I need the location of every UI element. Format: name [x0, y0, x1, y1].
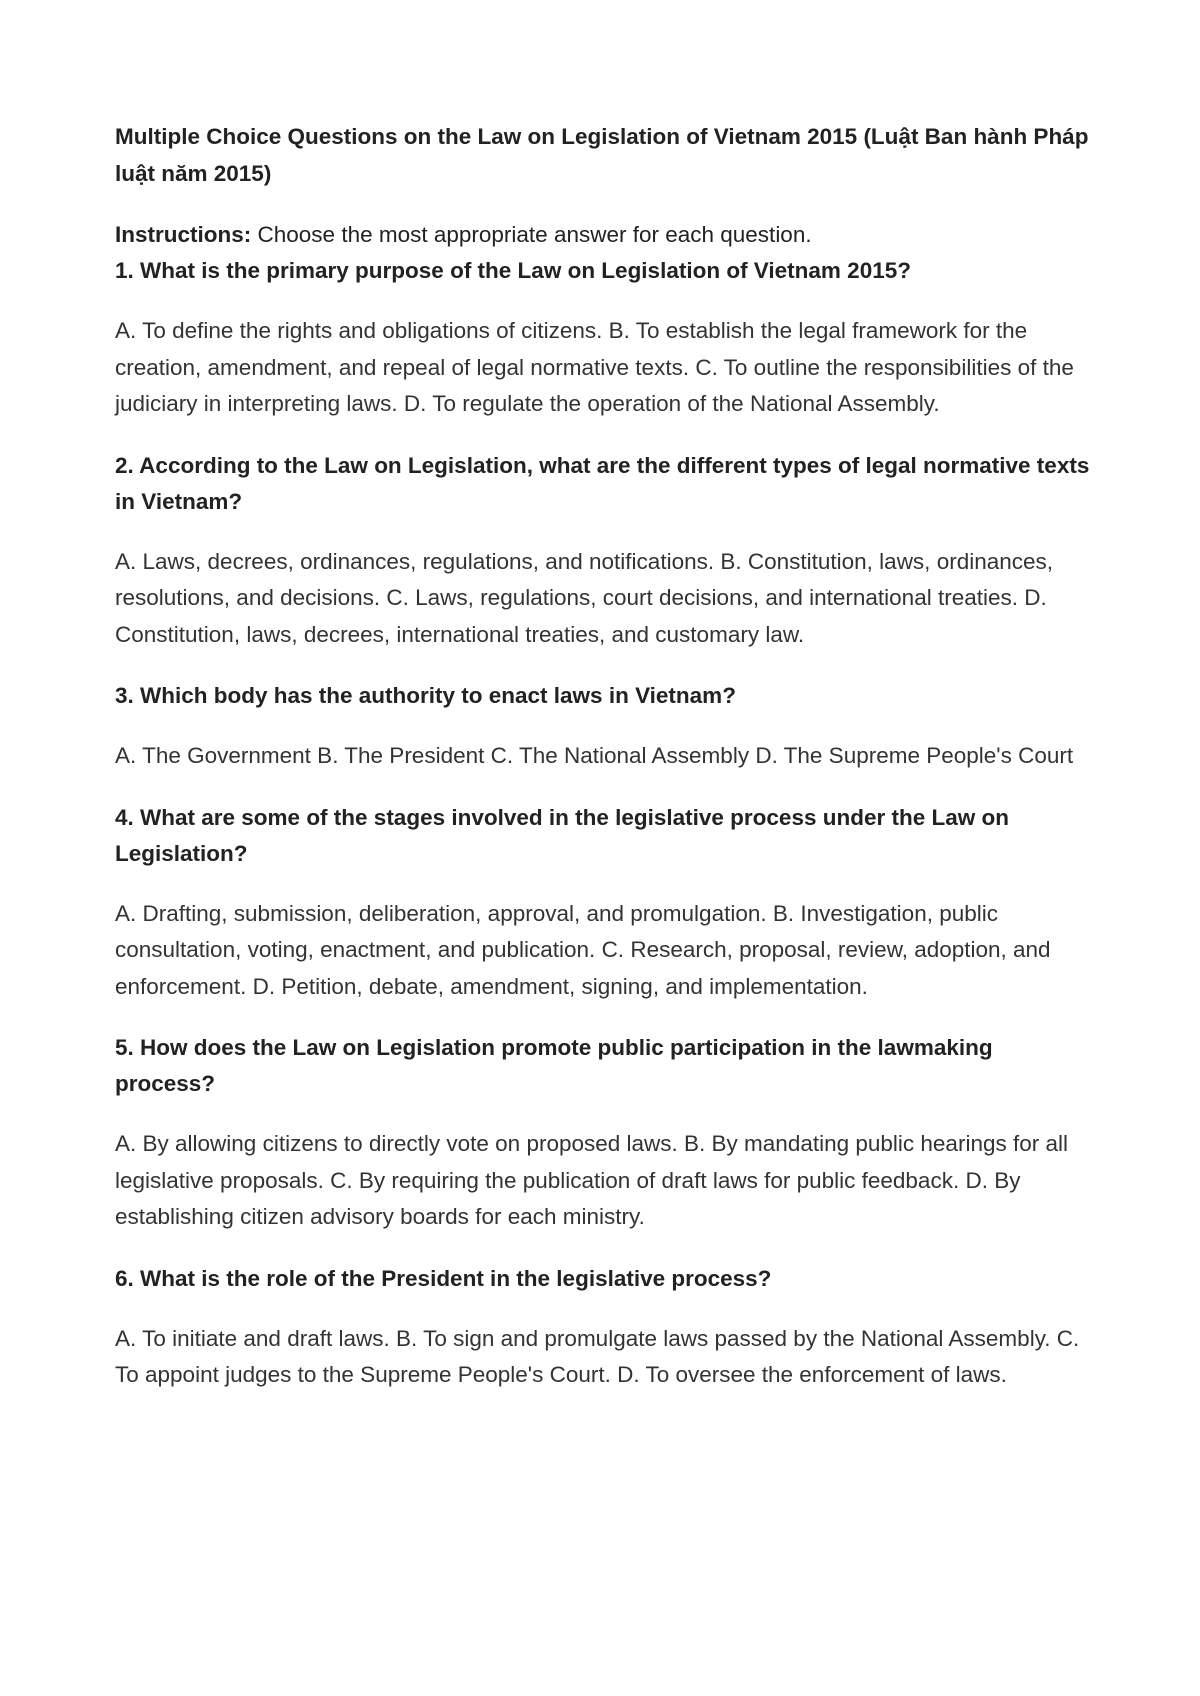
document-title: Multiple Choice Questions on the Law on Legislation of Vietnam 2015 (Luật Ban hành Pháp luật năm 2015)	[115, 124, 1089, 186]
question-3: 3. Which body has the authority to enact laws in Vietnam?	[115, 683, 736, 708]
instructions	[115, 217, 1090, 253]
question-2-options: A. Laws, decrees, ordinances, regulations, and notifications. B. Constitution, laws, ordinances, resolutions, and decisions. C. Laws, regulations, court decisions, and international treaties. D. Constitution, laws, decrees, international treaties, and customary law.	[115, 548, 1054, 647]
instructions-text: Choose the most appropriate answer for each question.	[251, 222, 812, 247]
question-4-options: A. Drafting, submission, deliberation, approval, and promulgation. B. Investigation, public consultation, voting, enactment, and publication. C. Research, proposal, review, adoption, and enforcement. D. Petition, debate, amendment, signing, and implementation.	[115, 900, 1051, 999]
question-4: 4. What are some of the stages involved in the legislative process under the Law on Legislation?	[115, 804, 1009, 866]
question-3-options: A. The Government B. The President C. The National Assembly D. The Supreme People's Court	[115, 743, 1074, 768]
question-5: 5. How does the Law on Legislation promote public participation in the lawmaking process?	[115, 1035, 993, 1096]
question-5-options: A. By allowing citizens to directly vote on proposed laws. B. By mandating public hearings for all legislative proposals. C. By requiring the publication of draft laws for public feedback. D. By establishing citizen advisory boards for each ministry.	[115, 1131, 1068, 1229]
question-1: 1. What is the primary purpose of the Law on Legislation of Vietnam 2015?	[115, 258, 911, 283]
question-2: 2. According to the Law on Legislation, what are the different types of legal normative texts in Vietnam?	[115, 452, 1090, 514]
document-body	[115, 118, 1090, 1394]
question-6: 6. What is the role of the President in the legislative process?	[115, 1265, 772, 1291]
question-1-options: A. To define the rights and obligations of citizens. B. To establish the legal framework for the creation, amendment, and repeal of legal normative texts. C. To outline the responsibilities of the judiciary in interpreting laws. D. To regulate the operation of the National Assembly.	[115, 318, 1074, 416]
question-6-options: A. To initiate and draft laws. B. To sign and promulgate laws passed by the National Assembly. C. To appoint judges to the Supreme People's Court. D. To oversee the enforcement of laws.	[115, 1325, 1080, 1387]
instructions-label: Instructions:	[115, 222, 252, 247]
